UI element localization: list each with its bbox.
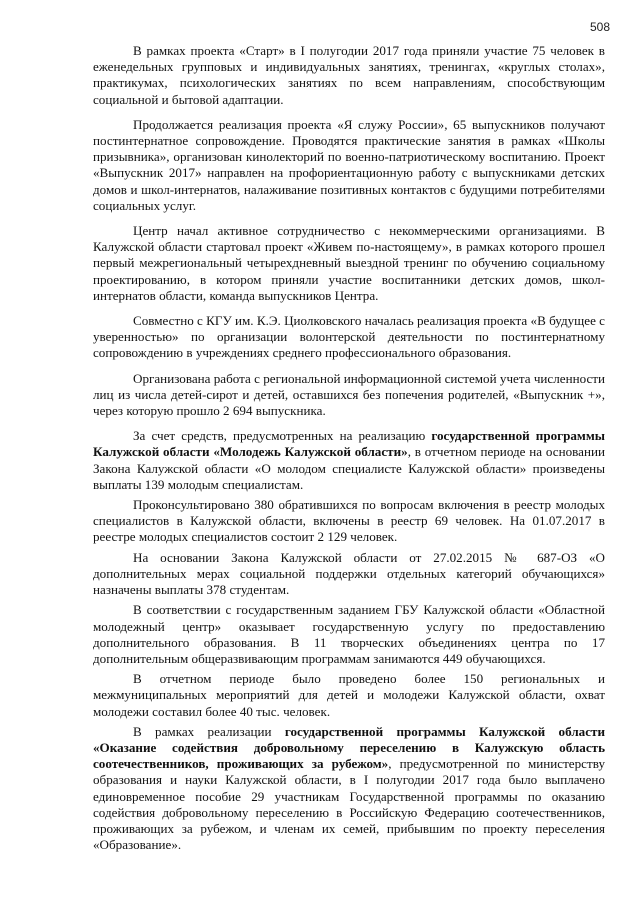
program-title-bold: государственной программы Калужской области «Оказание содействия добровольному переселению в Калужскую область соотечественников, проживающих за рубежом»: [93, 723, 605, 772]
document-body: [93, 43, 605, 857]
paragraph-additional-education: [93, 602, 605, 667]
paragraph-text: За счет средств, предусмотренных на реализацию: [133, 428, 432, 444]
paragraph-nko-cooperation: [93, 223, 605, 304]
paragraph-resettlement-program: [93, 724, 605, 854]
paragraph-text: Продолжается реализация проекта «Я служу России», 65 выпускников получают постинтернатное сопровождение. Проводятся практические занятия в рамках «Школы призывника», организован кинолекторий по военно-патриотическому воспитанию. Проект «Выпускник 2017» направлен на профориентационную работу с выпускниками детских домов и школ-интернатов, налаживание позитивных контактов с будущими потребителями социальных услуг.: [93, 116, 605, 213]
paragraph-kgu-project: [93, 313, 605, 362]
paragraph-text: , предусмотренной по министерству образования и науки Калужской области, в I полугодии 2017 года было выплачено единовременное пособие 29 участникам Государственной программы по оказанию содействия добровольному переселению в Российскую Федерацию соотечественников, проживающих за рубежом, и членам их семей, прибывшим по проекту переселения «Образование».: [93, 756, 605, 853]
paragraph-text: На основании Закона Калужской области от 27.02.2015 № 687-ОЗ «О дополнительных мерах социальной поддержки отдельных категорий обучающихся» назначены выплаты 378 студентам.: [93, 549, 605, 598]
paragraph-youth-program: [93, 428, 605, 493]
paragraph-text: Организована работа с региональной информационной системой учета численности лиц из числа детей-сирот и детей, оставшихся без попечения родителей, «Выпускник +», через которую прошло 2 694 выпускника.: [93, 370, 605, 419]
paragraph-text: В рамках реализации: [133, 723, 285, 739]
page-number: 508: [589, 20, 610, 34]
program-title-bold: государственной программы Калужской области «Молодежь Калужской области»: [93, 428, 605, 460]
paragraph-text: В рамках проекта «Старт» в I полугодии 2017 года приняли участие 75 человек в еженедельных групповых и индивидуальных занятиях, тренингах, «круглых столах», практикумах, психологических занятиях по всем направлениям, способствующим социальной и бытовой адаптации.: [93, 43, 605, 107]
paragraph-info-system: [93, 371, 605, 420]
paragraph-text: Совместно с КГУ им. К.Э. Циолковского началась реализация проекта «В будущее с уверенностью» по организации волонтерской деятельности по постинтернатному сопровождению в учреждениях среднего профессионального образования.: [93, 313, 605, 361]
paragraph-young-specialists-registry: [93, 497, 605, 546]
paragraph-text: Центр начал активное сотрудничество с некоммерческими организациями. В Калужской области стартовал проект «Живем по-настоящему», в рамках которого прошел первый межрегиональный четырехдневный выездной тренинг по обучению социальному проектированию, в котором приняли участие воспитанники детских домов, школ-интернатов области, команда выпускников Центра.: [93, 223, 605, 303]
paragraph-student-payments: [93, 550, 605, 599]
paragraph-start-project: [93, 43, 605, 108]
paragraph-text: В соответствии с государственным заданием ГБУ Калужской области «Областной молодежный центр» оказывает государственную услугу по предоставлению дополнительного образования. В 11 творческих объединениях центра по 17 дополнительным общеразвивающим программам занимаются 449 обучающихся.: [93, 602, 605, 666]
paragraph-regional-events: [93, 671, 605, 720]
paragraph-text: В отчетном периоде было проведено более 150 региональных и межмуниципальных мероприятий для детей и молодежи Калужской области, охват молодежи составил более 40 тыс. человек.: [93, 671, 605, 719]
paragraph-text: , в отчетном периоде на основании Закона Калужской области «О молодом специалисте Калужской области» произведены выплаты 139 молодым специалистам.: [93, 444, 606, 492]
paragraph-text: Проконсультировано 380 обратившихся по вопросам включения в реестр молодых специалистов в Калужской области, включены в реестр 69 человек. На 01.07.2017 в реестре молодых специалистов состоит 2 129 человек.: [93, 497, 605, 545]
paragraph-serve-russia-project: [93, 117, 605, 214]
